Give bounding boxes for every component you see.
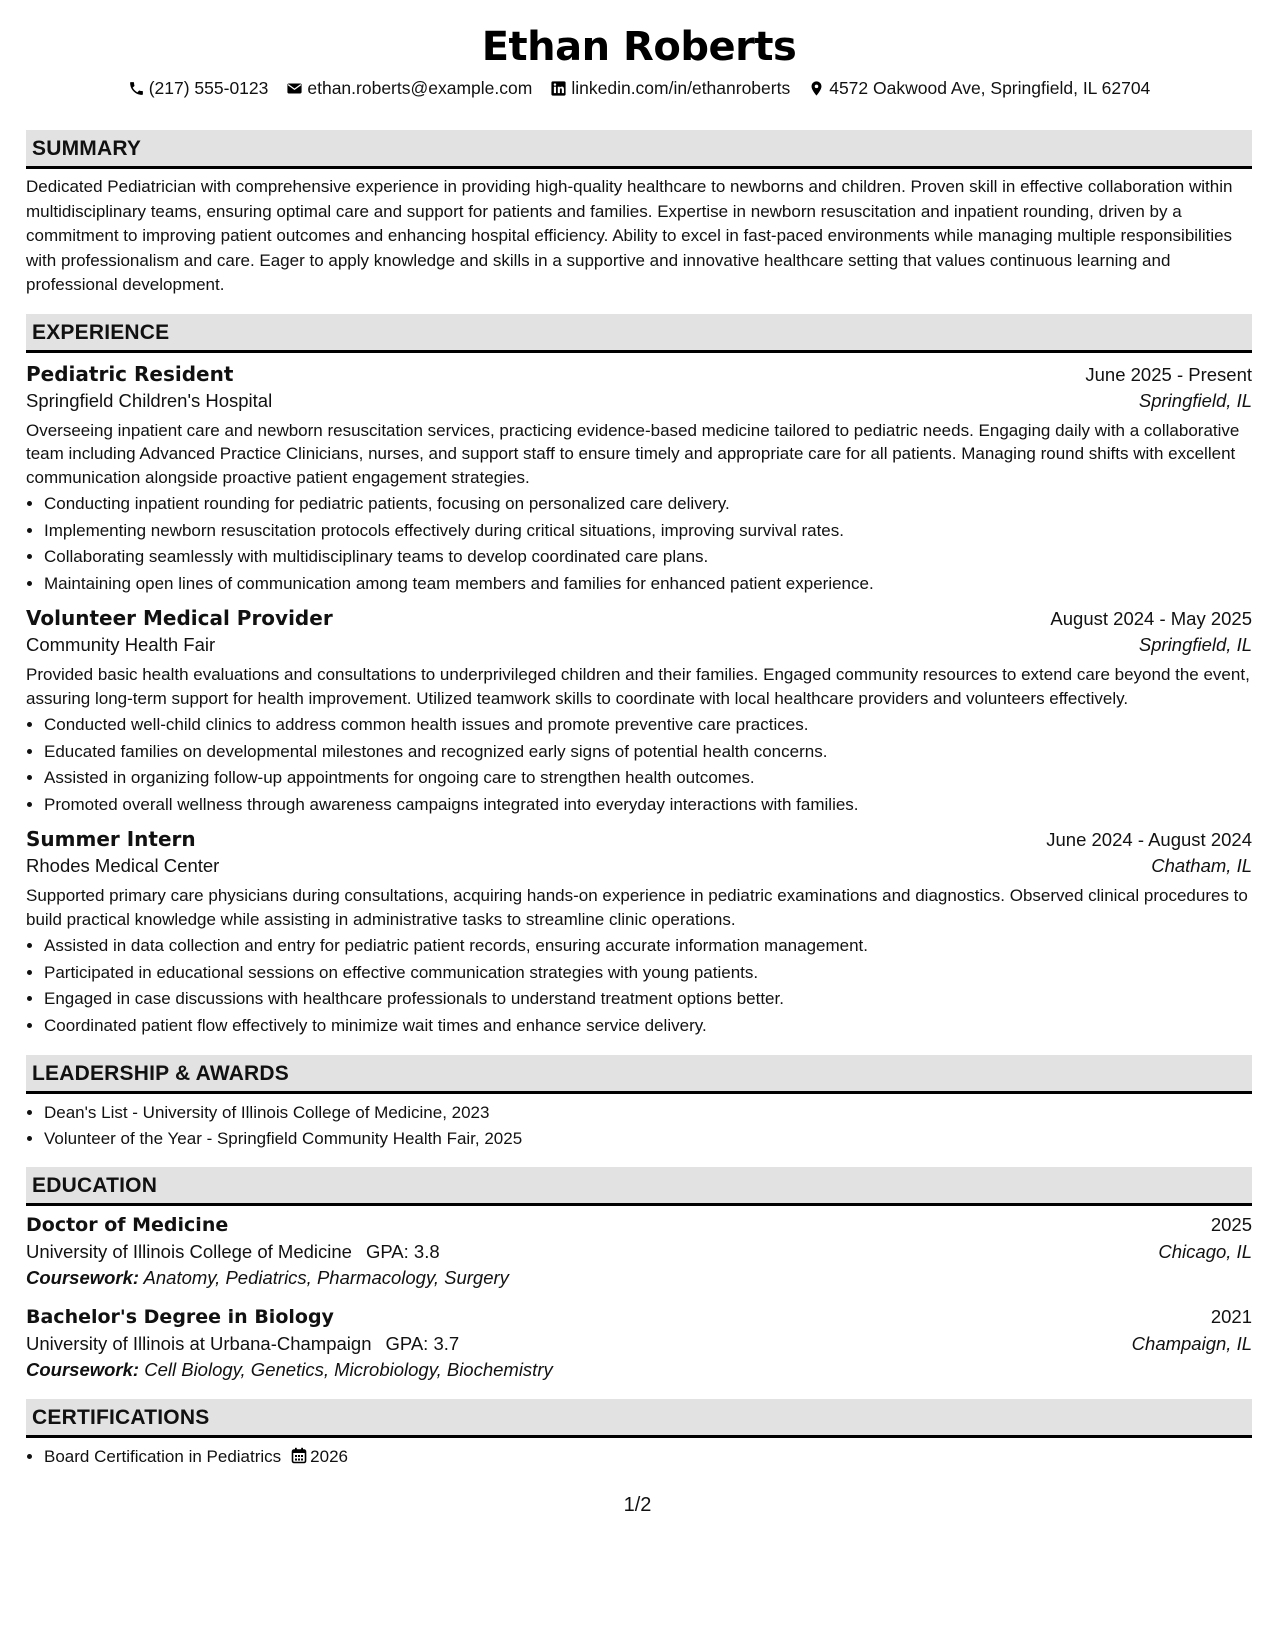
calendar-icon — [291, 1447, 307, 1464]
experience-entry — [26, 362, 1252, 598]
list-item: • Conducting inpatient rounding for pediatric patients, focusing on personalized care delivery. — [44, 491, 1252, 518]
contact-phone — [128, 78, 269, 99]
envelope-icon — [286, 80, 303, 97]
awards-list — [26, 1100, 1252, 1151]
list-item: • Conducted well-child clinics to address common health issues and promote preventive care practices. — [44, 712, 1252, 739]
coursework-label: Coursework: — [26, 1267, 140, 1288]
linkedin-link[interactable]: linkedin.com/in/ethanroberts — [571, 78, 791, 98]
job-location: Chatham, IL — [1151, 855, 1252, 876]
school-name: University of Illinois at Urbana-Champaign — [26, 1333, 372, 1354]
section-heading-summary: SUMMARY — [26, 130, 1252, 169]
list-item: • Assisted in organizing follow-up appointments for ongoing care to strengthen health outcomes. — [44, 765, 1252, 792]
contact-address — [808, 78, 1150, 99]
degree-year: 2021 — [1210, 1306, 1252, 1327]
job-location: Springfield, IL — [1138, 389, 1252, 411]
job-title: Summer Intern — [26, 827, 196, 851]
list-item: • Implementing newborn resuscitation protocols effectively during critical situations, improving survival rates. — [44, 518, 1252, 545]
list-item: • Maintaining open lines of communication among team members and families for enhanced patient experience. — [44, 571, 1252, 598]
list-item: • Collaborating seamlessly with multidisciplinary teams to develop coordinated care plans. — [44, 544, 1252, 571]
address-text: 4572 Oakwood Ave, Springfield, IL 62704 — [829, 78, 1151, 98]
page-number: 1/2 — [623, 1494, 652, 1516]
job-title: Pediatric Resident — [26, 361, 234, 386]
job-title: Volunteer Medical Provider — [26, 606, 333, 630]
certification-name: Board Certification in Pediatrics — [44, 1447, 282, 1466]
job-location: Springfield, IL — [1138, 634, 1252, 655]
section-heading-certifications: CERTIFICATIONS — [26, 1399, 1252, 1438]
phone-text: (217) 555-0123 — [148, 78, 269, 98]
education-entry — [26, 1306, 1252, 1381]
email-link[interactable]: ethan.roberts@example.com — [307, 78, 533, 98]
school-name: University of Illinois College of Medicine — [26, 1241, 352, 1262]
experience-entry — [26, 827, 1252, 1039]
contact-email[interactable] — [286, 78, 532, 99]
list-item: • Promoted overall wellness through awareness campaigns integrated into everyday interactions with families. — [44, 792, 1252, 819]
list-item: • Dean's List - University of Illinois College of Medicine, 2023 — [44, 1100, 1252, 1126]
list-item: • Educated families on developmental milestones and recognized early signs of potential health concerns. — [44, 739, 1252, 766]
linkedin-icon — [550, 80, 567, 97]
list-item — [44, 1444, 1252, 1471]
gpa-value: GPA: 3.8 — [365, 1241, 440, 1262]
contact-linkedin[interactable] — [550, 78, 790, 99]
job-organization: Community Health Fair — [26, 634, 216, 655]
certifications-list — [26, 1444, 1252, 1471]
experience-entry — [26, 606, 1252, 818]
coursework — [26, 1359, 1252, 1381]
coursework-label: Coursework: — [26, 1359, 140, 1380]
list-item: • Coordinated patient flow effectively to minimize wait times and enhance service delivery. — [44, 1013, 1252, 1040]
list-item: • Assisted in data collection and entry for pediatric patient records, ensuring accurate information management. — [44, 933, 1252, 960]
job-organization: Rhodes Medical Center — [26, 855, 220, 876]
gpa-value: GPA: 3.7 — [385, 1333, 460, 1354]
coursework-list: Cell Biology, Genetics, Microbiology, Biochemistry — [144, 1359, 553, 1380]
degree-year: 2025 — [1210, 1214, 1252, 1235]
list-item: • Volunteer of the Year - Springfield Community Health Fair, 2025 — [44, 1126, 1252, 1152]
list-item: • Engaged in case discussions with healthcare professionals to understand treatment options better. — [44, 986, 1252, 1013]
resume-page — [26, 0, 1252, 1471]
section-heading-leadership: LEADERSHIP & AWARDS — [26, 1055, 1252, 1094]
coursework — [26, 1267, 1252, 1289]
job-dates: June 2025 - Present — [1085, 363, 1252, 385]
job-bullets — [26, 712, 1252, 818]
degree-title: Bachelor's Degree in Biology — [26, 1306, 334, 1328]
job-description: Supported primary care physicians during consultations, acquiring hands-on experience in pediatric examinations and diagnostics. Observed clinical procedures to build practical knowledge while assisting in administrative tasks to streamline clinic operations. — [26, 886, 1248, 929]
contact-bar — [26, 78, 1252, 99]
job-description: Overseeing inpatient care and newborn resuscitation services, practicing evidence-based medicine tailored to pediatric needs. Engaging daily with a collaborative team including Advanced Practice Clinicians, nurses, and support staff to ensure timely and appropriate care for all patients. Managing round shifts with excellent communication alongside proactive patient engagement strategies. — [26, 420, 1240, 487]
job-dates: August 2024 - May 2025 — [1050, 608, 1252, 629]
job-description: Provided basic health evaluations and consultations to underprivileged children and their families. Engaged community resources to extend care beyond the event, assuring long-term support for health improvement. Utilized teamwork skills to coordinate with local healthcare providers and volunteers effectively. — [26, 665, 1250, 708]
school-location: Chicago, IL — [1158, 1241, 1252, 1262]
candidate-name: Ethan Roberts — [481, 24, 797, 70]
summary-text: Dedicated Pediatrician with comprehensive experience in providing high-quality healthcare to newborns and children. Proven skill in effective collaboration within multidisciplinary teams, ensuring optimal care and support for patients and families. Expertise in newborn resuscitation and inpatient rounding, driven by a commitment to improving patient outcomes and enhancing hospital efficiency. Ability to excel in fast-paced environments while managing multiple responsibilities with professionalism and care. Eager to apply knowledge and skills in a supportive and innovative healthcare setting that values continuous learning and professional development. — [26, 177, 1233, 294]
section-heading-education: EDUCATION — [26, 1167, 1252, 1206]
map-pin-icon — [808, 80, 825, 97]
school-location: Champaign, IL — [1131, 1333, 1252, 1354]
job-dates: June 2024 - August 2024 — [1046, 829, 1252, 850]
education-entry — [26, 1214, 1252, 1289]
job-bullets — [26, 491, 1252, 597]
phone-icon — [128, 80, 145, 97]
list-item: • Participated in educational sessions on effective communication strategies with young patients. — [44, 960, 1252, 987]
section-heading-experience: EXPERIENCE — [26, 314, 1252, 353]
job-bullets — [26, 933, 1252, 1039]
certification-year: 2026 — [310, 1447, 348, 1466]
degree-title: Doctor of Medicine — [26, 1214, 229, 1236]
coursework-list: Anatomy, Pediatrics, Pharmacology, Surgery — [143, 1267, 509, 1288]
job-organization: Springfield Children's Hospital — [26, 389, 273, 411]
